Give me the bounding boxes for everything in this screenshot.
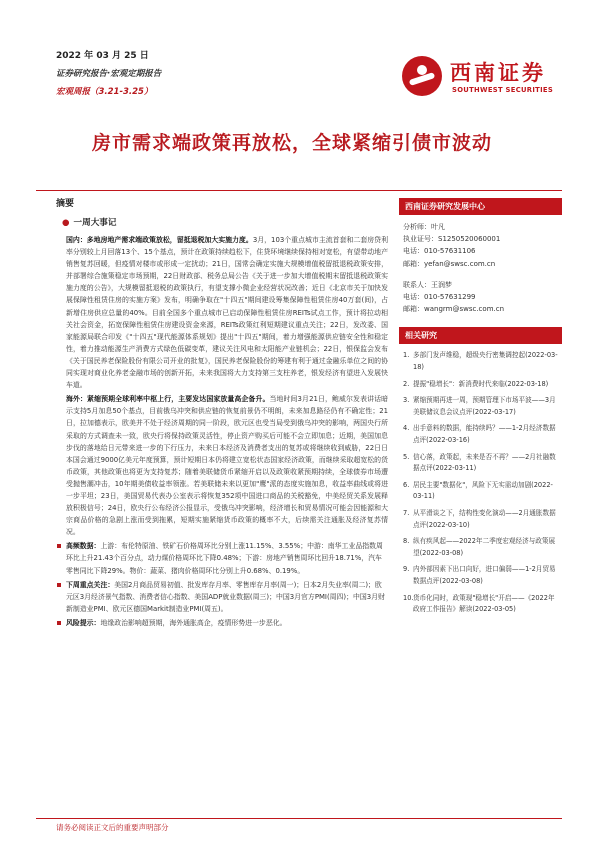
list-item[interactable]: 1. 多部门发声维稳，超级央行密集调控起(2022-03-18) [403,351,558,372]
square-bullet-icon [57,544,61,548]
org-header: 西南证券研究发展中心 [399,198,562,215]
bullet-lead: 下周重点关注： [66,580,115,589]
analyst-name: 分析师：叶凡 [403,223,445,231]
list-item[interactable]: 10. 货币化同时，政策现"稳增长"开启——《2022年政府工作报告》解读(2022-03-05) [403,593,555,614]
list-item[interactable]: 6. 居民主要"数据化"，风险下无实需动加剧(2022-03-11) [403,480,553,501]
analyst-email[interactable]: 邮箱：yefan@swsc.com.cn [403,259,496,268]
analyst-license: 执业证号：S1250520060001 [403,235,501,244]
report-type: 证券研究报告·宏观定期报告 [56,69,162,79]
list-item[interactable]: 3. 紧缩预期再进一周，预期管理下市场平波——3月美联储议息会议点评(2022-03-17) [403,396,556,416]
paragraph-text: 当地时间3月21日，鲍威尔发表讲话暗示支持5月加息50个基点，目前俄乌冲突和供应链的恢复前景仍不明朗，未来加息路径仍有不确定性；21日，拉加德表示，欧美并不处于经济周期的同一阶段，欧元区也受当局受到俄乌冲突的影响，两国央行所采取的方式调查未一致，欧央行将保持政策灵活性，停止资产购买后可能不会立即加息；近期，美国加息步伐的落地给日元带来进一步的下行压力，未来日本经济及消费者支出的复苏或将继续收到威胁，22日日本国会通过9000亿美元年度预算，预计短期日本仍将建立宽松状态国家经济政策，而继续采取超宽松的货币政策，其他政策也将更为支持复苏；随着美联储货币紧缩开启以及政策收紧预期持续，全球债券市场遭受抛售潮冲击，10年期美债收益率领涨。若美联储未来以更加"鹰"派的态度实施加息，收益率曲线或将进一步平坦；23日，美国贸易代表办公室表示将恢复352项中国进口商品的关税豁免，中美经贸关系发展释放积极信号；24日，欧央行公布经济公报显示，受俄乌冲突影响，经济增长和贸易情况可能会因能源和大宗商品价格的急剧上涨而受到拖累，短期实施紧缩货币政策的概率不大，后续需关注通胀及经济复苏情况。 [66,395,389,537]
sidebar [399,198,562,621]
contact-block [399,215,562,315]
square-bullet-icon [57,583,61,587]
related-research-list [399,344,562,615]
logo-emblem-icon [402,56,442,96]
square-bullet-icon [57,621,61,625]
list-item[interactable]: 5. 信心落，政策起，未来是否不再？——2月社融数据点评(2022-03-11) [403,452,556,473]
weekly-label: 宏观周报（3.21-3.25） [56,87,153,97]
list-item[interactable]: 2. 提振"稳增长"：新消费时代来临(2022-03-18) [403,379,549,388]
bullet-high-frequency [66,540,388,576]
bullet-lead: 风险提示： [66,618,101,627]
logo-chinese-name: 西南证券 [450,61,546,85]
report-title: 房市需求端政策再放松，全球紧缩引债市波动 [92,132,493,154]
logo-english-name: SOUTHWEST SECURITIES [452,86,554,94]
section-bullet-icon: ● [62,218,70,228]
report-date: 2022 年 03 月 25 日 [56,51,149,61]
bullet-next-week [66,579,388,615]
company-logo [402,56,562,100]
bullet-text: 上游：布伦特原油、铁矿石价格周环比分别上涨11.15%、3.55%；中游：南华工业品指数周环比上升21.43个百分点，动力煤价格周环比下降0.48%；下游：房地产销售周环比回升18.71%，汽车零售同比下降29%。物价：蔬菜、猪肉价格周环比分别上升0.68%、0.19%。 [66,542,383,575]
contact-email[interactable]: 邮箱：wangrm@swsc.com.cn [403,305,505,314]
contact-name: 联系人：王润梦 [403,280,452,289]
list-item[interactable]: 8. 纵有疾风起——2022年二季度宏观经济与政策展望(2022-03-08) [403,537,556,557]
related-research-header: 相关研究 [399,327,562,344]
list-item[interactable]: 9. 内外部因素下出口向好，进口偏弱——1-2月贸易数据点评(2022-03-08) [403,565,556,585]
top-divider [36,190,562,191]
analyst-phone: 电话：010-57631106 [403,247,476,256]
paragraph-lead: 国内：多地房地产需求端政策放松，留抵退税加大实施力度。 [66,236,253,244]
paragraph-lead: 海外：紧缩预期全球利率中枢上行，主要发达国家放量高企备升。 [66,395,270,404]
paragraph-overseas [66,393,388,538]
abstract-label: 摘要 [56,199,75,209]
footer-disclaimer: 请务必阅读正文后的重要声明部分 [56,823,169,832]
bullet-text: 美国2月商品贸易初值、批发库存月率、零售库存月率(周一)；日本2月失业率(周二)；欧元区3月经济景气指数、消费者信心指数、美国ADP就业数据(周三)；中国3月官方PMI(周四)；中国3月财新制造业PMI、欧元区德国Markit制造业PMI(周五)。 [66,580,385,613]
list-item[interactable]: 7. 从平滑谈之下，结构性变化演动——2月通胀数据点评(2022-03-10) [403,508,556,529]
bullet-lead: 高频数据： [66,542,101,551]
bullet-risk [66,617,388,629]
main-content [66,234,388,629]
paragraph-text: 3月，103个重点城市主流首套和二套房贷利率分别较上月回落13个、15个基点，预计在政策持续趋松下，住贷环境继续保持相对宽松，有望带动地产销售复苏回暖，但疫情对楼市或形成一定扰动；21日，国常会确定实施大规模增值税留抵退税政策安排，并部署综合施策稳定市场预期，22日财政部、税务总局公告《关于进一步加大增值税期末留抵退税政策实施力度的公告》，大规模留抵退税的政策执行，有望支撑小微企业经营状况改善；近日《北京市关于加快发展保障性租赁住房的实施方案》发布，明确争取在"十四五"期间建设筹集保障性租赁住房40万套(间)，占新增住房供应总量的40%。目前全国多个重点城市已启动保障性租赁住房REITs试点工作，预计将拉动相关社会资金，拓宽保障性租赁住房建设资金来源，REITs政策红利短期建议重点关注；22日，发改委、国家能源局联合印发《"十四五"现代能源体系规划》提出"十四五"期间，着力增强能源供应链安全性和稳定性，着力推动能源生产消费方式绿色低碳变革，建议关注风电和太阳能产业链机会；22日，银保监会发布《关于国民养老保险股份有限公司开业的批复》，国民养老保险股份的筹建有利于通过金融乐单位之间的协同实现对商业化养老金融市场的创新开拓，未来我国将大力支持第三支柱养老，银发经济有望进入发展快车道。 [66,236,388,390]
bottom-divider [36,818,562,819]
bullet-text: 地缘政治影响超预期，海外通胀高企，疫情形势进一步恶化。 [100,618,287,627]
section-title-text: 一周大事记 [73,218,117,228]
paragraph-domestic [66,234,388,391]
list-item[interactable]: 4. 出手意料的数据，能持续吗？——1-2月经济数据点评(2022-03-16) [403,424,556,444]
contact-phone: 电话：010-57631299 [403,293,476,302]
section-title [62,216,116,228]
